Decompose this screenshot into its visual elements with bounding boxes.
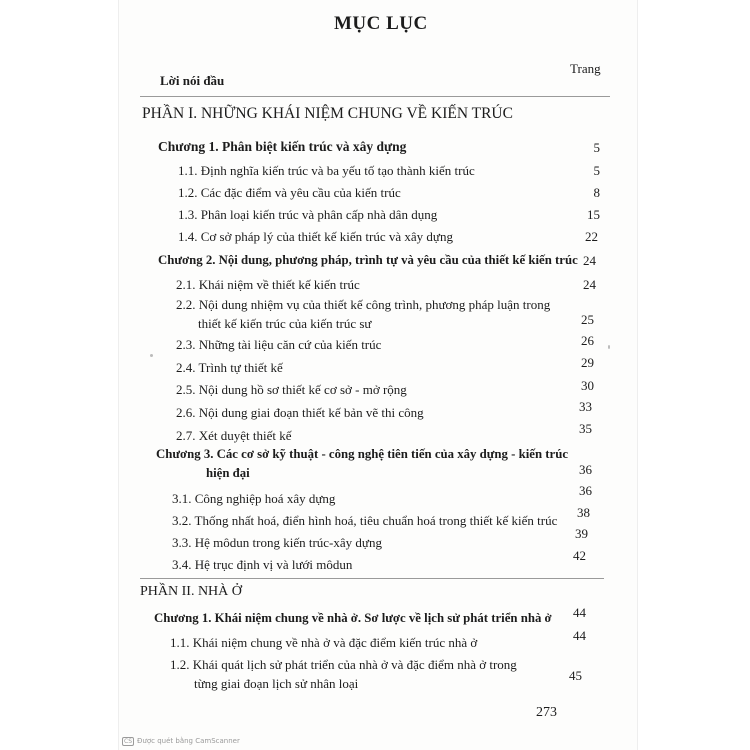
chapter-title: Chương 1. Khái niệm chung về nhà ở. Sơ lược về lịch sử phát triển nhà ở <box>154 611 552 625</box>
toc-item-page: 29 <box>581 355 594 370</box>
toc-item-page: 26 <box>581 333 594 348</box>
part2-title: PHẦN II. NHÀ Ở <box>140 584 242 599</box>
divider <box>140 578 604 579</box>
toc-item: 2.1. Khái niệm về thiết kế kiến trúc <box>176 277 360 292</box>
preface-entry: Lời nói đầu <box>160 73 225 88</box>
chapter-title: Chương 2. Nội dung, phương pháp, trình tự và yêu cầu của thiết kế kiến trúc <box>158 253 578 267</box>
chapter-title-continuation: hiện đại <box>206 466 250 480</box>
toc-item-continuation: từng giai đoạn lịch sử nhân loại <box>194 676 359 691</box>
toc-item-page: 8 <box>593 185 600 200</box>
scanner-watermark-text: Được quét bằng CamScanner <box>137 737 240 745</box>
toc-item-page: 44 <box>573 628 586 643</box>
page-title: MỤC LỤC <box>334 13 428 34</box>
toc-item: 2.7. Xét duyệt thiết kế <box>176 428 292 443</box>
toc-item-page: 38 <box>577 505 590 520</box>
chapter-page: 24 <box>583 253 596 268</box>
toc-item: 2.2. Nội dung nhiệm vụ của thiết kế công trình, phương pháp luận trong <box>176 297 551 312</box>
scan-speck <box>608 345 610 349</box>
chapter-title: Chương 3. Các cơ sở kỹ thuật - công nghệ tiên tiến của xây dựng - kiến trúc <box>156 447 569 461</box>
toc-item: 3.2. Thống nhất hoá, điển hình hoá, tiêu chuẩn hoá trong thiết kế kiến trúc <box>172 513 558 528</box>
chapter-page: 36 <box>579 462 592 477</box>
toc-item: 1.3. Phân loại kiến trúc và phân cấp nhà dân dụng <box>178 207 438 222</box>
chapter-page: 5 <box>593 140 600 155</box>
toc-item: 3.3. Hệ môdun trong kiến trúc-xây dựng <box>172 535 382 550</box>
toc-item-continuation: thiết kế kiến trúc của kiến trúc sư <box>198 316 372 331</box>
toc-item-page: 25 <box>581 312 594 327</box>
toc-item-page: 22 <box>585 229 598 244</box>
toc-item-page: 45 <box>569 668 582 683</box>
toc-item: 2.5. Nội dung hồ sơ thiết kế cơ sở - mở rộng <box>176 382 407 397</box>
toc-item-page: 15 <box>587 207 600 222</box>
toc-item-page: 39 <box>575 526 588 541</box>
scan-speck <box>150 354 153 357</box>
camscanner-logo: CS <box>124 738 132 745</box>
toc-item: 1.1. Định nghĩa kiến trúc và ba yếu tố tạo thành kiến trúc <box>178 163 475 178</box>
toc-item: 2.6. Nội dung giai đoạn thiết kế bản vẽ thi công <box>176 405 424 420</box>
toc-item: 3.4. Hệ trục định vị và lưới môdun <box>172 557 353 572</box>
chapter-page: 44 <box>573 605 586 620</box>
toc-item-page: 35 <box>579 421 592 436</box>
page-number: 273 <box>536 705 557 720</box>
toc-item: 2.3. Những tài liệu căn cứ của kiến trúc <box>176 337 382 352</box>
toc-item: 1.1. Khái niệm chung về nhà ở và đặc điểm kiến trúc nhà ở <box>170 635 478 650</box>
toc-item: 1.4. Cơ sở pháp lý của thiết kế kiến trúc và xây dựng <box>178 229 453 244</box>
chapter-title: Chương 1. Phân biệt kiến trúc và xây dựng <box>158 139 407 154</box>
toc-item: 3.1. Công nghiệp hoá xây dựng <box>172 491 336 506</box>
toc-item-page: 42 <box>573 548 586 563</box>
divider <box>140 96 610 97</box>
page-column-label: Trang <box>570 61 601 76</box>
part1-title: PHẦN I. NHỮNG KHÁI NIỆM CHUNG VỀ KIẾN TRÚC <box>142 105 513 122</box>
toc-item-page: 30 <box>581 378 594 393</box>
toc-item: 1.2. Khái quát lịch sử phát triển của nhà ở và đặc điểm nhà ở trong <box>170 657 517 672</box>
toc-item-page: 24 <box>583 277 596 292</box>
toc-item-page: 5 <box>593 163 600 178</box>
toc-item: 1.2. Các đặc điểm và yêu cầu của kiến trúc <box>178 185 401 200</box>
toc-item: 2.4. Trình tự thiết kế <box>176 360 283 375</box>
scanner-watermark <box>122 737 240 746</box>
toc-item-page: 36 <box>579 483 592 498</box>
toc-item-page: 33 <box>579 399 592 414</box>
